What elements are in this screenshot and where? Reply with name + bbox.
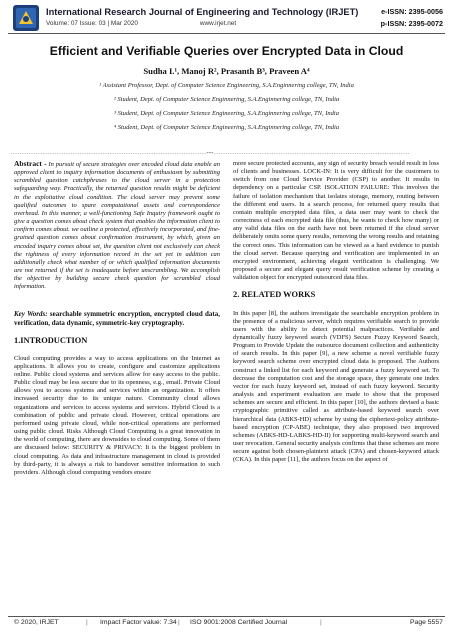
- related-works-heading: 2. RELATED WORKS: [233, 290, 316, 300]
- keywords-label: Key Words:: [14, 309, 48, 318]
- affiliation-2: ² Student, Dept. of Computer Science Enginnering, S.A.Enginnering college, TN, India: [113, 96, 340, 103]
- paper-authors: Sudha I.¹, Manoj R², Prasanth B³, Praveen A⁴: [143, 66, 310, 76]
- footer-copyright: © 2020, IRJET: [14, 619, 59, 626]
- journal-header: [0, 0, 453, 36]
- right-column: [233, 160, 439, 464]
- pissn: p-ISSN: 2395-0072: [380, 19, 443, 28]
- left-column: [14, 160, 220, 477]
- paper-title: Efficient and Verifiable Queries over Encrypted Data in Cloud: [49, 44, 404, 58]
- page-footer: [0, 617, 453, 640]
- footer-separator: |: [86, 619, 88, 626]
- eissn: e-ISSN: 2395-0056: [381, 7, 443, 16]
- affiliation-4: ⁴ Student, Dept. of Computer Science Engineering, S.A.Enginnering college, TN, India: [113, 124, 340, 131]
- related-works-text: In this paper [8], the authors investigate the searchable encryption problem in the presence of a malicious server, which requires verifiable search to provide users with the ability to detect potential malpractices. Verifiable and dynamically fuzzy keyword search (VDFS) Secure Fuzzy Keyword Search, Program to Provide Update the outsource document collection and authenticity of search results. In this paper [9], a new scheme a novel verifiable fuzzy keyword search scheme over encrypted cloud data is proposed. The Authors construct a linked list for each keyword and generate a fuzzy keyword set. To decrease the computation cost and the storage space, they generate one index vector for each fuzzy keyword set, instead of each fuzzy keyword. Security analysis and experiment evaluation are made to show that the proposed schemes are secure and efficient. In this paper [10], the authors devised a basic cryptographic primitive called as attribute-based keyword search over hierarchical data (ABKS-HD) scheme by using the ciphertext-policy attribute-based encryption (CP-ABE) technique, they also proposed two improved schemes (ABKS-HD-LABKS-HD-II) for supporting multi-keyword search and user revocation. General security analysis confirms that these schemes are more secure against both chosen-plaintext attack (CPA) and chosen-keyword attack (CKA). In this paper [11], the authors focus on the aspect of: [233, 309, 439, 464]
- footer-impact-factor: Impact Factor value: 7.34: [100, 619, 177, 626]
- journal-title: International Research Journal of Engineering and Technology (IRJET): [46, 7, 359, 17]
- abstract: [14, 160, 220, 292]
- keywords-text: searchable symmetric encryption, encrypted cloud data, verification, data dynamic, symmetric-key cryptography.: [14, 309, 221, 327]
- abstract-text: In pursuit of secure strategies over encoded cloud data enable an approved client to inquiry information documents of enthusiasm by submitting scrambled question catchphrases to the cloud server in a protection safeguarding way. Practically, the returned question results might be deficient in the exploitative cloud condition. The cloud server may prevent some qualified outcomes to spare computational assets and correspondence overhead. In this manner, a well-functioning Safe Inquiry framework ought to give a question comes about check system that enables the information client to confirm comes about. we outline a protected, effectively incorporated, and fine-grained question comes about confirmation instrument, by which, given an encoded inquiry comes about set, the question client not exclusively can check the rightness of every information record in the set yet in addition can additionally check what number of or which qualified information documents are not returned if the set is inadequate before unscrambling. We accomplish the objective by building secure check question for scrambled cloud information.: [14, 161, 220, 291]
- keywords: [14, 310, 220, 328]
- intro-text: Cloud computing provides a way to access applications on the Internet as applications. It allows you to create, configure and customize applications online. Public cloud systems and services allow for easy access to the public. Public cloud may be less secure due to its openness, e.g., email. Private Cloud allows you to access systems and services within an organization. It offers increased security due to its unique nature. Community cloud allows organizations and services to access systems and services. Hybrid Cloud is a combination of public and private cloud. However, critical operations are performed using private cloud, while non-critical operations are performed using public cloud. Risks Although Cloud Computing is a great innovation in the world of computing, there are downsides to cloud computing. Some of them are discussed below: SECURITY & PRIVACY: It is the biggest problem in cloud computing. As data and infrastructure management in cloud is provided by third-party, it is always a risk to handover sensitive information to such providers. Although cloud computing vendors ensure: [14, 354, 220, 476]
- footer-iso: ISO 9001:2008 Certified Journal: [190, 619, 288, 626]
- intro-heading: 1.INTRODUCTION: [14, 335, 88, 345]
- footer-page-number: Page 5557: [410, 619, 443, 626]
- volume-issue: Volume: 07 Issue: 03 | Mar 2020: [46, 20, 138, 27]
- continued-text: more secure protected accounts, any sign of security breach would result in loss of clients and businesses. LOCK-IN: It is very difficult for the customers to switch from one Cloud Service Provider (CSP) to another. It results in dependency on a particular CSP. ISOLATION FAILURE: This involves the failure of isolation mechanism that isolates storage, memory, routing between the different end users. In a search process, for returned query results that contain multiple encrypted data files, a data user may want to check the correctness of each encrypted data file (thus, he wants to check how many) or any valid data files on the earth have not been returned if the cloud server deliberately omits some query results, removing the wrong results and retaining the correct ones. This information can be viewed as a hard evidence to punish the cloud server. Because querying and verification are implemented in an encrypted environment, achieving elegant verification is challenging. We proposed a secure and elegant query result verification scheme by creating a validation object for encrypted outsourced data files.: [233, 160, 439, 282]
- affiliation-3: ³ Student, Dept. of Computer Science Engineering, S.A.Enginnering college, TN, India: [114, 110, 339, 117]
- journal-website[interactable]: www.irjet.net: [199, 20, 237, 27]
- affiliation-1: ¹ Assistant Professor, Dept. of Computer Science Engineering, S.A.Enginnering college, TN, India: [99, 82, 354, 89]
- irjet-logo-icon: [13, 5, 39, 31]
- footer-separator: |: [178, 619, 180, 626]
- journal-meta: [46, 20, 236, 27]
- abstract-label: Abstract -: [14, 159, 47, 168]
- section-divider: -------------------------------------------------------------------------------------***-------------------------------------------------------------------------------------: [10, 152, 410, 157]
- footer-separator: |: [320, 619, 322, 626]
- header-rule: [8, 33, 445, 34]
